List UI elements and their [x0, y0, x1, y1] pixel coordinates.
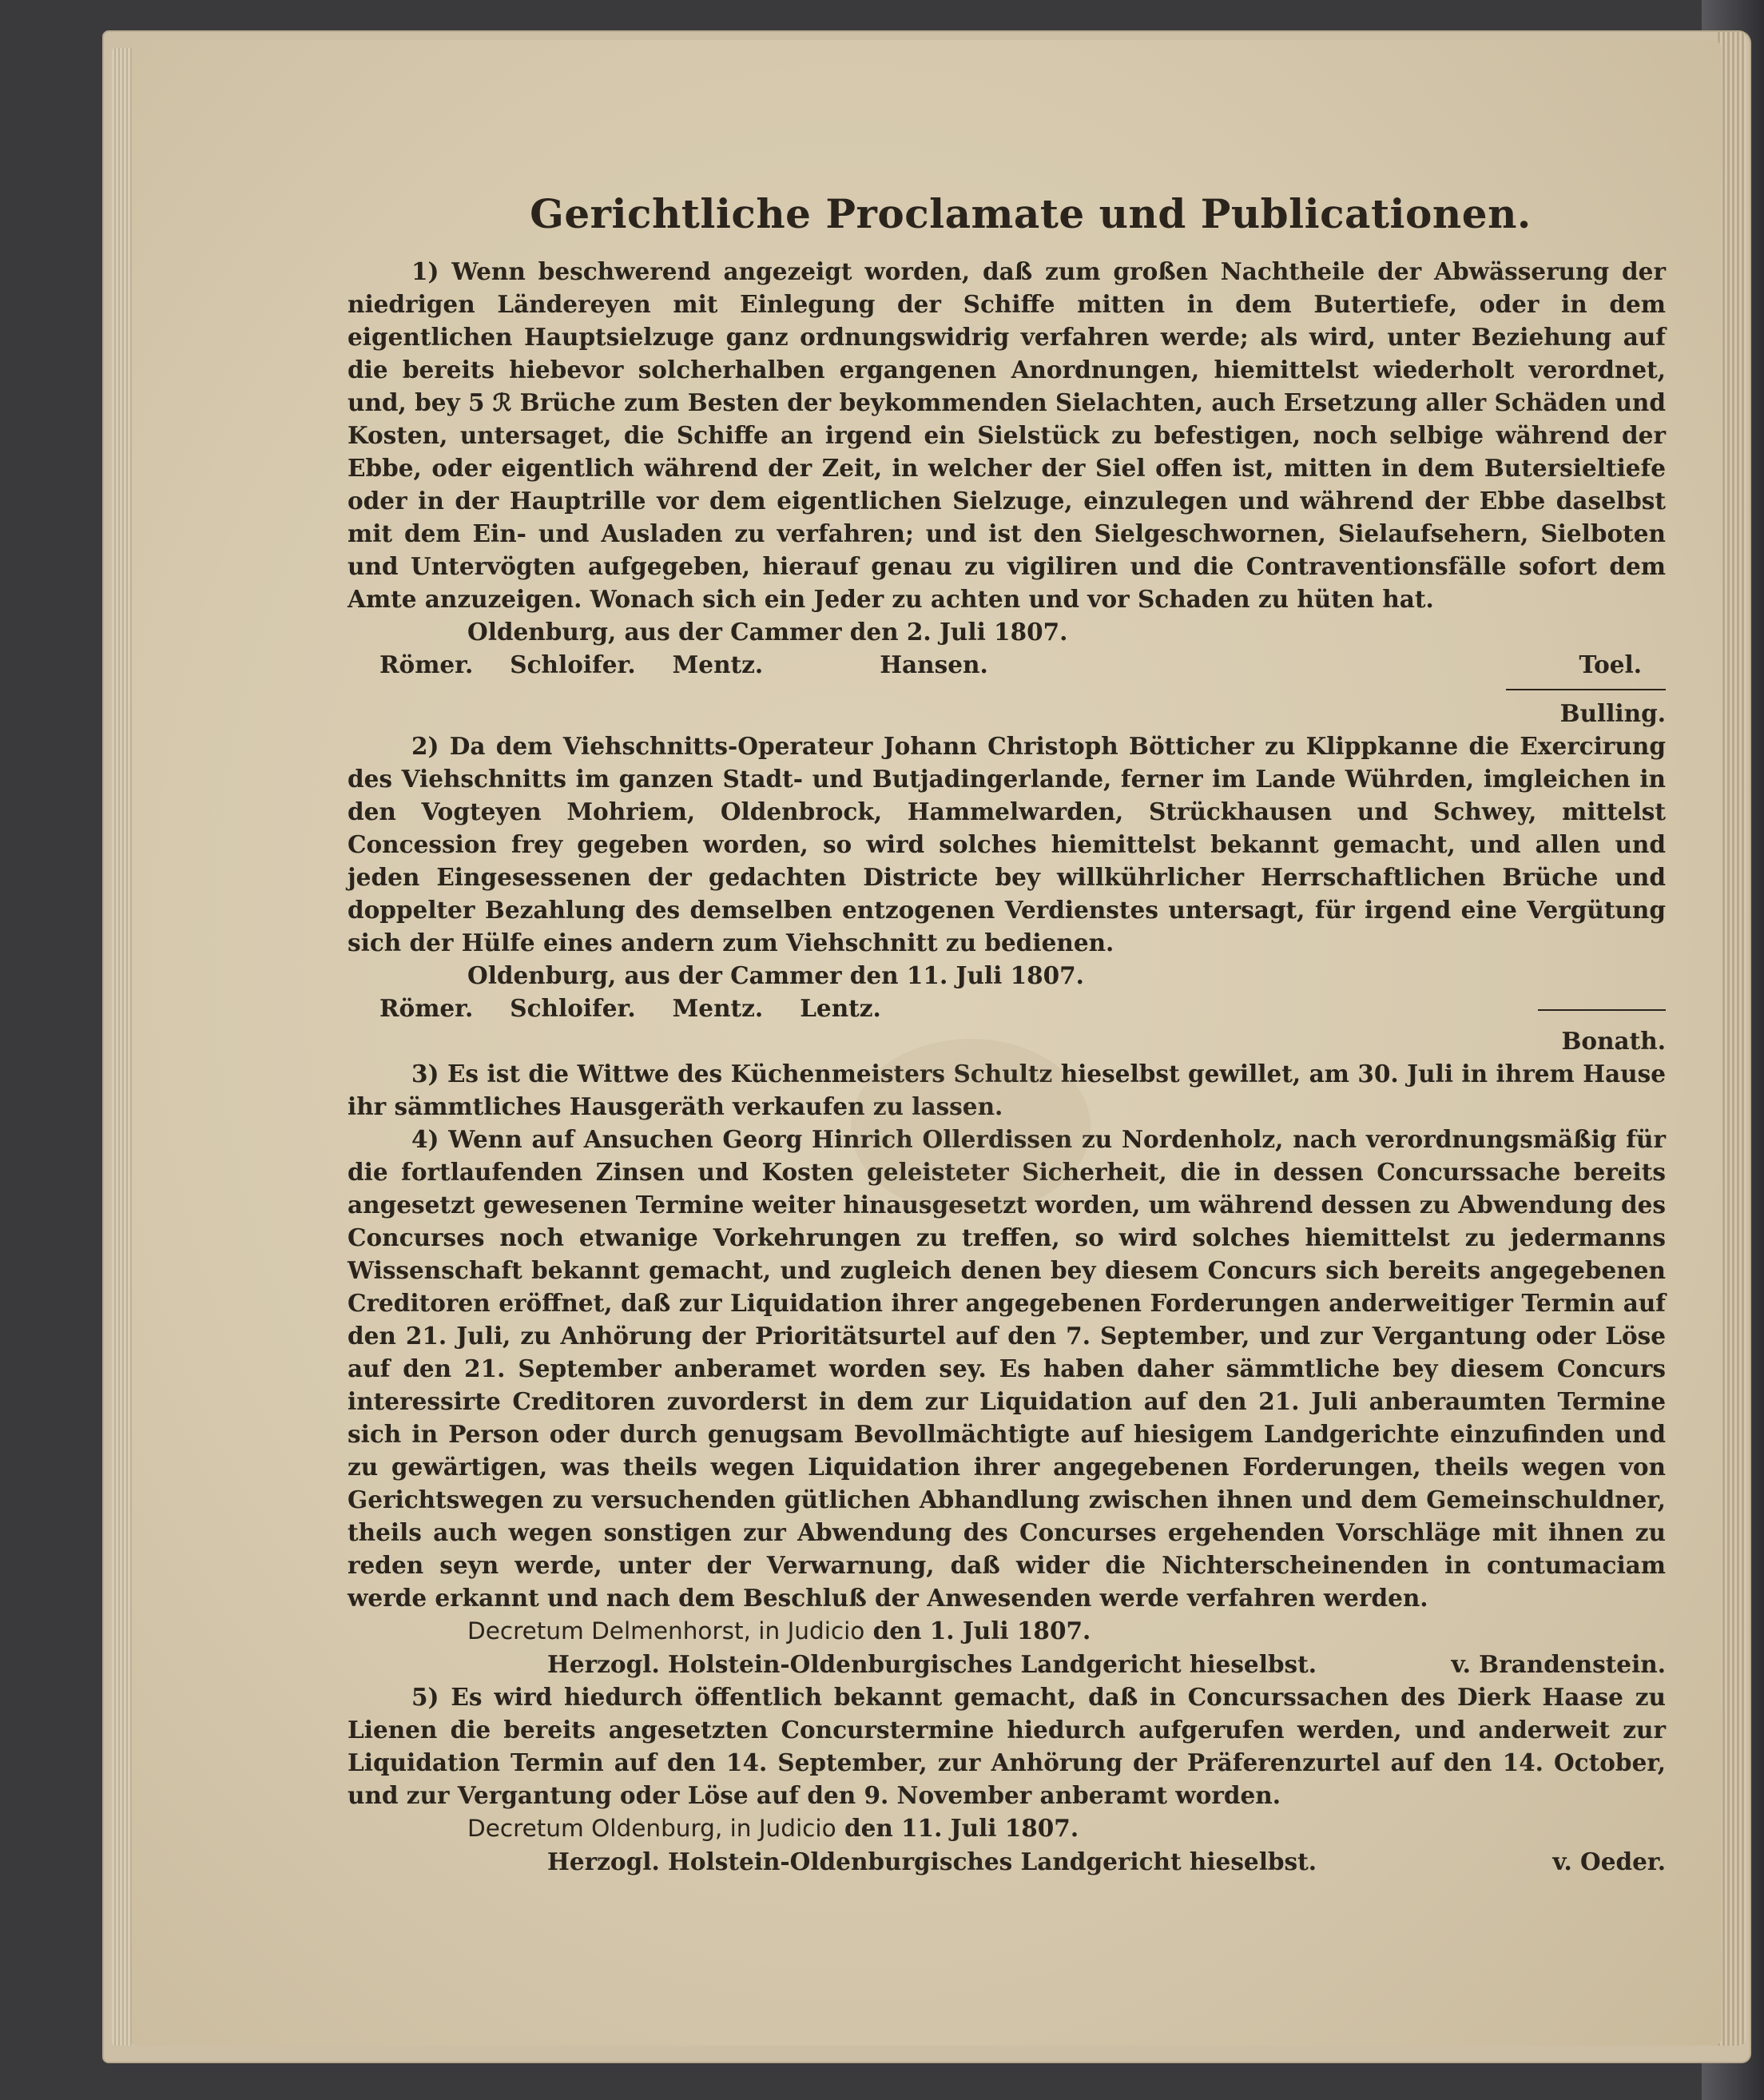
- court-name: Herzogl. Holstein-Oldenburgisches Landgericht hieselbst.: [547, 1650, 1317, 1678]
- notice-2-text: 2) Da dem Viehschnitts-Operateur Johann Christoph Bötticher zu Klippkanne die Exercirung des Viehschnitts im ganzen Stadt- und Butjadingerlande, ferner im Lande Wührden, imgleichen in den Vogteyen Mohriem, Oldenbrock, Hammelwarden, Strückhausen und Schwey, mittelst Concession frey gegeben worden, so wird solches hiemittelst bekannt gemacht, und allen und jeden Eingesessenen der gedachten Districte bey willkührlicher Herrschaftlichen Brüche und doppelter Bezahlung des demselben entzogenen Verdienstes untersagt, für irgend eine Vergütung sich der Hülfe eines andern zum Viehschnitt zu bedienen.: [348, 732, 1666, 957]
- notice-1-place: Oldenburg, aus der Cammer den 2. Juli 1807.: [467, 618, 1068, 646]
- signatory-2: Schloifer.: [510, 650, 636, 678]
- signatory-3: Mentz.: [672, 650, 764, 678]
- court-signatory: v. Brandenstein.: [1451, 1650, 1666, 1678]
- signatory-3: Mentz.: [672, 994, 764, 1022]
- notice-3-text: 3) Es ist die Wittwe des Küchenmeisters Schultz hieselbst gewillet, am 30. Juli in ihrem Hause ihr sämmtliches Hausgeräth verkaufen zu lassen.: [348, 1060, 1666, 1120]
- signatory-4: Lentz.: [800, 994, 881, 1022]
- decretum-date: den 1. Juli 1807.: [872, 1617, 1091, 1645]
- notice-5-text: 5) Es wird hiedurch öffentlich bekannt gemacht, daß in Concurssachen des Dierk Haase zu Lienen die bereits angesetzten Concurstermine hiedurch aufgerufen werden, und anderweit zur Liquidation Termin auf den 14. September, zur Anhörung der Präferenzurtel auf den 14. October, und zur Vergantung oder Löse auf den 9. November anberamt worden.: [348, 1683, 1666, 1809]
- notice-5-court-row: [547, 1845, 1666, 1878]
- paper-stain: [851, 1039, 1091, 1215]
- page-edges-right: [1718, 32, 1746, 2046]
- notice-1-signature-row: [348, 648, 1666, 681]
- signatory-2: Schloifer.: [510, 994, 636, 1022]
- notice-4-text: 4) Wenn auf Ansuchen Georg Hinrich Ollerdissen zu Nordenholz, nach verordnungsmäßig für die fortlaufenden Zinsen und Kosten geleisteter Sicherheit, die in dessen Concurssache bereits angesetzt gewesenen Termine weiter hinausgesetzt worden, um während dessen zu Abwendung des Concurses noch etwanige Vorkehrungen zu treffen, so wird solches hiemittelst zu jedermanns Wissenschaft bekannt gemacht, und zugleich denen bey diesem Concurs sich bereits angegebenen Creditoren eröffnet, daß zur Liquidation ihrer angegebenen Forderungen anderweitiger Termin auf den 21. Juli, zu Anhörung der Prioritätsurtel auf den 7. September, und zur Vergantung oder Löse auf den 21. September anberamet worden sey. Es haben daher sämmtliche bey diesem Concurs interessirte Creditoren zuvorderst in dem zur Liquidation auf den 21. Juli anberaumten Termine sich in Person oder durch genugsam Bevollmächtigte auf hiesigem Landgerichte einzufinden und zu gewärtigen, was theils wegen Liquidation ihrer angegebenen Forderungen, theils wegen von Gerichtswegen zu versuchenden gütlichen Abhandlung zwischen ihnen und dem Gemeinschuldner, theils auch wegen sonstigen zur Abwendung des Concurses ergehenden Vorschläge mit ihnen zu reden seyn werde, unter der Verwarnung, daß wider die Nichterscheinenden in contumaciam werde erkannt und nach dem Beschluß der Anwesenden werde verfahren werden.: [348, 1125, 1666, 1612]
- signatory-1: Römer.: [379, 650, 474, 678]
- signatory-4: Hansen.: [880, 650, 988, 678]
- notice-2-second-signature: Bonath.: [1561, 1027, 1666, 1055]
- signature-rule: [348, 681, 1666, 697]
- signature-rule: [1538, 992, 1666, 1024]
- notice-1-second-signature: Bulling.: [1559, 699, 1666, 727]
- notice-2-place: Oldenburg, aus der Cammer den 11. Juli 1807.: [467, 961, 1084, 989]
- decretum-latin: Decretum Oldenburg, in Judicio: [467, 1815, 836, 1842]
- decretum-latin: Decretum Delmenhorst, in Judicio: [467, 1617, 865, 1645]
- page-title: Gerichtliche Proclamate und Publicationen.: [530, 190, 1532, 237]
- court-signatory: v. Oeder.: [1552, 1847, 1666, 1875]
- signatory-1: Römer.: [379, 994, 474, 1022]
- notice-4-decretum: [467, 1614, 1666, 1648]
- decretum-date: den 11. Juli 1807.: [844, 1814, 1079, 1842]
- notice-4-court-row: [547, 1648, 1666, 1680]
- notice-5-decretum: [467, 1812, 1666, 1845]
- notice-1-text: 1) Wenn beschwerend angezeigt worden, daß zum großen Nachtheile der Abwässerung der niedrigen Ländereyen mit Einlegung der Schiffe mitten in dem Butertiefe, oder in dem eigentlichen Hauptsielzuge ganz ordnungswidrig verfahren werde; als wird, unter Beziehung auf die bereits hiebevor solcherhalben ergangenen Anordnungen, hiemittelst wiederholt verordnet, und, bey 5 ℛ Brüche zum Besten der beykommenden Sielachten, auch Ersetzung aller Schäden und Kosten, untersaget, die Schiffe an irgend ein Sielstück zu befestigen, noch selbige während der Ebbe, oder eigentlich während der Zeit, in welcher der Siel offen ist, mitten in dem Butersieltiefe oder in der Hauptrille vor dem eigentlichen Sielzuge, einzulegen und während der Ebbe daselbst mit dem Ein- und Ausladen zu verfahren; und ist den Sielgeschwornen, Sielaufsehern, Sielboten und Untervögten aufgegeben, hierauf genau zu vigiliren und die Contraventionsfälle sofort dem Amte anzuzeigen. Wonach sich ein Jeder zu achten und vor Schaden zu hüten hat.: [348, 257, 1666, 613]
- printed-page: [132, 40, 1722, 2046]
- court-name: Herzogl. Holstein-Oldenburgisches Landgericht hieselbst.: [547, 1847, 1317, 1875]
- signatory-right: Toel.: [1579, 650, 1642, 678]
- notice-2-signature-row: [348, 992, 1666, 1024]
